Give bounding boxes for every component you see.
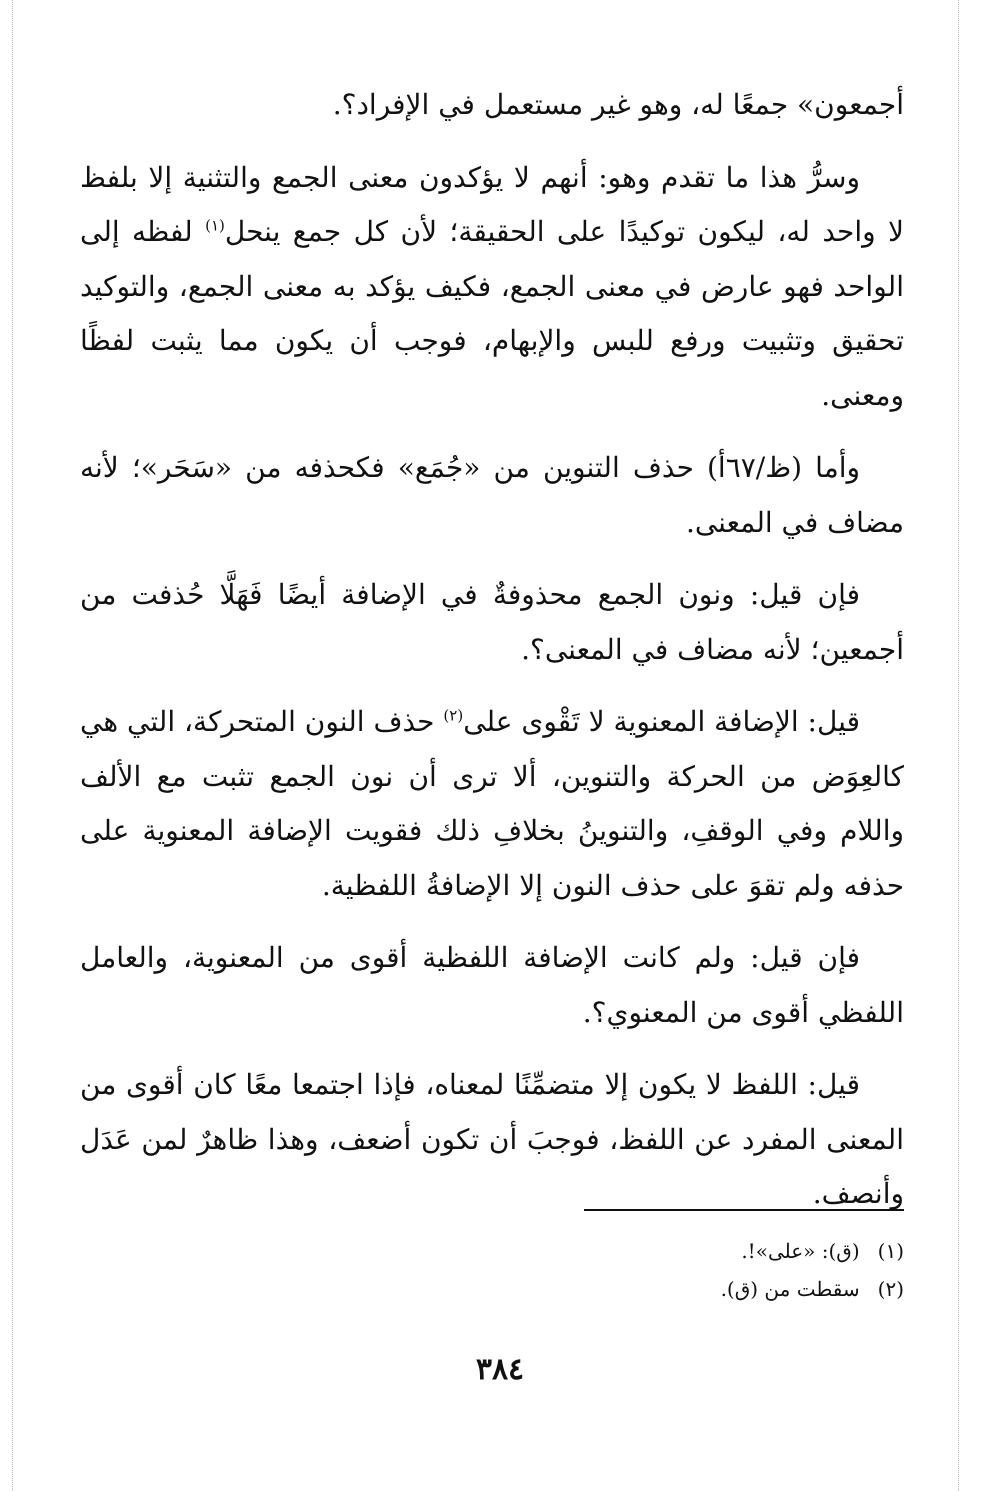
paragraph-text: وسرُّ هذا ما تقدم وهو: أنهم لا يؤكدون معنى الجمع والتثنية إلا بلفظ لا واحد له، ليكون توكيدًا على الحقيقة؛ لأن كل جمع ينحل (80, 160, 905, 248)
scan-guide-line-right (958, 0, 959, 1491)
paragraph-text: قيل: الإضافة المعنوية لا تَقْوى على (463, 705, 860, 738)
footnote-number: (١) (877, 1239, 904, 1263)
footnote-number: (٢) (877, 1277, 904, 1301)
paragraph-text: وأما (ظ/٦٧أ) حذف التنوين من «جُمَع» فكحذفه من «سَحَر»؛ لأنه مضاف في المعنى. (80, 451, 904, 539)
footnote-text: (ق): «على»!. (741, 1239, 860, 1263)
footnote-separator (584, 1209, 904, 1211)
footnote-marker-1: (١) (205, 216, 225, 235)
main-text (80, 78, 904, 1240)
scan-guide-line-left (12, 0, 13, 1491)
paragraph-text: قيل: اللفظ لا يكون إلا متضمِّنًا لمعناه، فإذا اجتمعا معًا كان أقوى من المعنى المفرد عن اللفظ، فوجبَ أن تكون أضعف، وهذا ظاهرٌ لمن عَدَل وأنصف. (80, 1068, 904, 1210)
footnotes (560, 1232, 904, 1308)
paragraph-text: فإن قيل: ولم كانت الإضافة اللفظية أقوى من المعنوية، والعامل اللفظي أقوى من المعنوي؟. (80, 941, 904, 1029)
paragraph-text: حذف النون المتحركة، التي هي كالعِوَض من الحركة والتنوين، ألا ترى أن نون الجمع تثبت مع الألف واللام وفي الوقفِ، والتنوينُ بخلافِ ذلك فقويت الإضافة المعنوية على حذفه ولم تقوَ على حذف النون إلا الإضافةُ اللفظية. (80, 705, 904, 902)
footnote-2 (560, 1270, 904, 1308)
footnote-text: سقطت من (ق). (720, 1277, 860, 1301)
paragraph-text: لفظه إلى الواحد فهو عارض في معنى الجمع، فكيف يؤكد به معنى الجمع، والتوكيد تحقيق وتثبيت ورفع للبس والإبهام، فوجب أن يكون مما يثبت لفظًا ومعنى. (80, 215, 904, 412)
paragraph-2 (80, 151, 904, 424)
paragraph-text: أجمعون» جمعًا له، وهو غير مستعمل في الإفراد؟. (332, 88, 904, 121)
footnote-1 (560, 1232, 904, 1270)
paragraph-3 (80, 441, 904, 550)
paragraph-6 (80, 931, 904, 1040)
footnote-marker-2: (٢) (443, 706, 464, 725)
paragraph-text: فإن قيل: ونون الجمع محذوفةٌ في الإضافة أيضًا فَهَلَّا حُذفت من أجمعين؛ لأنه مضاف في المعنى؟. (80, 578, 904, 666)
paragraph-4 (80, 568, 904, 677)
paragraph-7 (80, 1058, 904, 1222)
paragraph-1 (80, 78, 904, 133)
page-number: ٣٨٤ (475, 1352, 525, 1387)
paragraph-5 (80, 695, 904, 913)
